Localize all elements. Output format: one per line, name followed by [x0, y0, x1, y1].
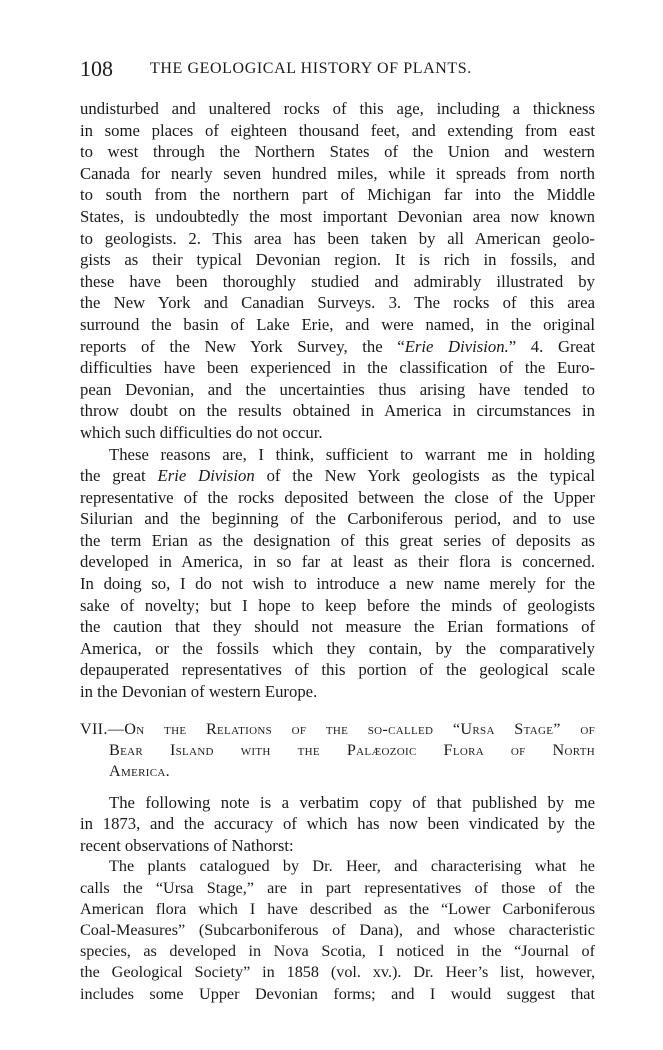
text-line: Canada for nearly seven hundred miles, while it spreads from north	[80, 163, 595, 183]
text-line: representative of the rocks deposited between the close of the Upper	[80, 487, 595, 507]
text-line: The plants catalogued by Dr. Heer, and characterising what he	[109, 857, 595, 876]
text-line: to south from the northern part of Michigan far into the Middle	[80, 185, 595, 205]
text-line	[80, 336, 595, 358]
paragraph-4	[80, 856, 595, 1004]
text-line: pean Devonian, and the uncertainties thus arising have tended to	[80, 379, 595, 399]
text-line: the Geological Society” in 1858 (vol. xv.). Dr. Heer’s list, however,	[80, 963, 595, 982]
paragraph-1	[80, 98, 595, 444]
text-fragment: ” 4. Great	[508, 336, 595, 356]
heading-line: America.	[109, 761, 170, 780]
text-line: the New York and Canadian Surveys. 3. The rocks of this area	[80, 293, 595, 313]
text-line: sake of novelty; but I hope to keep before the minds of geologists	[80, 595, 595, 615]
text-fragment: reports of the New York Survey, the “	[80, 336, 405, 356]
paragraph-3	[80, 792, 595, 857]
text-line: which such difficulties do not occur.	[80, 422, 323, 442]
text-line: undisturbed and unaltered rocks of this age, including a thickness	[80, 99, 595, 118]
page-header	[80, 56, 600, 86]
text-line: States, is undoubtedly the most important Devonian area now known	[80, 206, 595, 226]
text-line	[80, 465, 595, 487]
text-fragment: the great	[80, 466, 158, 486]
text-fragment: of the New York geologists as the typical	[254, 466, 595, 486]
text-line: surround the basin of Lake Erie, and were named, in the original	[80, 314, 595, 334]
text-line: calls the “Ursa Stage,” are in part representatives of those of the	[80, 878, 595, 897]
text-line: throw doubt on the results obtained in America in circumstances in	[80, 401, 595, 421]
text-line: the caution that they should not measure the Erian formations of	[80, 617, 595, 637]
text-line: Silurian and the beginning of the Carboniferous period, and to use	[80, 509, 595, 529]
heading-line: Bear Island with the Palæozoic Flora of North	[109, 740, 595, 759]
text-line: these have been thoroughly studied and admirably illustrated by	[80, 271, 595, 291]
text-line: includes some Upper Devonian forms; and I would suggest that	[80, 984, 595, 1003]
heading-line: VII.—On the Relations of the so-called “Ursa Stage” of	[80, 719, 595, 738]
text-line: to west through the Northern States of the Union and western	[80, 142, 595, 162]
text-line: in the Devonian of western Europe.	[80, 682, 318, 702]
text-line: in some places of eighteen thousand feet, and extending from east	[80, 120, 595, 140]
text-line: gists as their typical Devonian region. It is rich in fossils, and	[80, 250, 595, 270]
text-line: species, as developed in Nova Scotia, I noticed in the “Journal of	[80, 942, 595, 961]
text-line: America, or the fossils which they contain, by the comparatively	[80, 638, 595, 658]
text-line: Coal-Measures” (Subcarboniferous of Dana), and whose characteristic	[80, 921, 595, 940]
text-line: to geologists. 2. This area has been taken by all American geolo-	[80, 228, 595, 248]
italic-term: Erie Division.	[404, 336, 509, 356]
text-line: The following note is a verbatim copy of that published by me	[109, 792, 595, 812]
section-heading	[80, 719, 595, 782]
running-head: THE GEOLOGICAL HISTORY OF PLANTS.	[150, 60, 472, 77]
text-line: These reasons are, I think, sufficient to warrant me in holding	[109, 444, 595, 464]
text-line: difficulties have been experienced in the classification of the Euro-	[80, 358, 595, 378]
page-number: 108	[80, 56, 113, 81]
text-line: American flora which I have described as the “Lower Carboniferous	[80, 899, 595, 918]
text-line: in 1873, and the accuracy of which has now been vindicated by the	[80, 814, 595, 834]
text-line: recent observations of Nathorst:	[80, 835, 294, 855]
text-line: the term Erian as the designation of this great series of deposits as	[80, 530, 595, 550]
italic-term: Erie Division	[157, 466, 255, 486]
text-line: depauperated representatives of this portion of the geological scale	[80, 660, 595, 680]
body-text	[80, 98, 595, 1005]
text-line: developed in America, in so far at least as their flora is concerned.	[80, 552, 595, 572]
paragraph-2	[80, 444, 595, 703]
text-line: In doing so, I do not wish to introduce a new name merely for the	[80, 574, 595, 594]
